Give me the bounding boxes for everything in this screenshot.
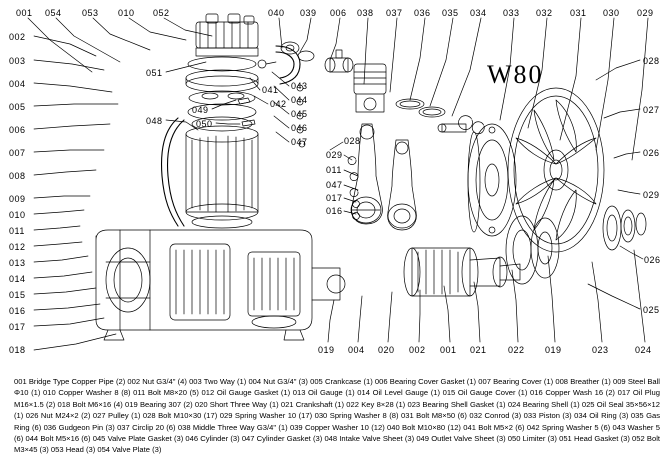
callout-right-5: 025 <box>643 305 660 315</box>
callout-inner-10: 047 <box>291 137 308 147</box>
callout-top-9: 037 <box>386 8 403 18</box>
callout-top-1: 054 <box>45 8 62 18</box>
callout-right-2: 026 <box>643 148 660 158</box>
callout-inner-1: 048 <box>146 116 163 126</box>
callout-inner-11: 028 <box>344 136 361 146</box>
callout-bottom-1: 004 <box>348 345 365 355</box>
callout-right-3: 029 <box>643 190 660 200</box>
callout-bottom-0: 019 <box>318 345 335 355</box>
callout-left-5: 007 <box>9 148 26 158</box>
callout-bottom-4: 001 <box>440 345 457 355</box>
callout-right-4: 026 <box>644 255 661 265</box>
callout-left-0: 002 <box>9 32 26 42</box>
callout-inner-14: 047 <box>326 180 343 190</box>
callout-top-0: 001 <box>16 8 33 18</box>
callout-right-1: 027 <box>643 105 660 115</box>
callout-right-0: 028 <box>643 56 660 66</box>
callout-left-4: 006 <box>9 125 26 135</box>
callout-inner-7: 044 <box>291 95 308 105</box>
callout-inner-6: 043 <box>291 81 308 91</box>
callout-inner-5: 042 <box>270 99 287 109</box>
callout-left-7: 009 <box>9 194 26 204</box>
callout-top-10: 036 <box>414 8 431 18</box>
callout-left-1: 003 <box>9 56 26 66</box>
callout-left-11: 013 <box>9 258 26 268</box>
callout-left-13: 015 <box>9 290 26 300</box>
callout-left-9: 011 <box>9 226 25 236</box>
callout-bottom-5: 021 <box>470 345 487 355</box>
callout-bottom-2: 020 <box>378 345 395 355</box>
callout-bottom-7: 019 <box>545 345 562 355</box>
callout-top-8: 038 <box>357 8 374 18</box>
callout-inner-13: 011 <box>326 165 342 175</box>
callout-top-17: 029 <box>637 8 654 18</box>
callout-inner-12: 029 <box>326 150 343 160</box>
callout-inner-15: 017 <box>326 193 343 203</box>
callout-top-11: 035 <box>442 8 459 18</box>
callout-left-6: 008 <box>9 171 26 181</box>
callout-left-10: 012 <box>9 242 26 252</box>
callout-inner-9: 046 <box>291 123 308 133</box>
callout-top-15: 031 <box>570 8 587 18</box>
callout-inner-3: 050 <box>196 119 213 129</box>
parts-list <box>14 376 660 456</box>
callout-left-3: 005 <box>9 102 26 112</box>
callout-top-3: 010 <box>118 8 135 18</box>
callout-top-16: 030 <box>603 8 620 18</box>
callout-left-8: 010 <box>9 210 26 220</box>
callout-top-7: 006 <box>330 8 347 18</box>
callout-bottom-3: 002 <box>409 345 426 355</box>
callout-top-6: 039 <box>300 8 317 18</box>
callout-top-13: 033 <box>503 8 520 18</box>
callout-top-2: 053 <box>82 8 99 18</box>
callout-bottom-9: 024 <box>635 345 652 355</box>
callout-bottom-8: 023 <box>592 345 609 355</box>
callout-top-12: 034 <box>470 8 487 18</box>
callout-inner-16: 016 <box>326 206 343 216</box>
parts-list-text: 001 Bridge Type Copper Pipe (2) 002 Nut G3/4" (4) 003 Two Way (1) 004 Nut G3/4" (3) 005 Crankcase (1) 006 Bearing Cover Gasket (1) 007 Bearing Cover (1) 008 Breather (1) 009 Steel Ball Φ10 (1) 010 Copper Washer 8 (8) 011 Bolt M8×20 (5) 012 Oil Gauge Gasket (1) 013 Oil Gauge (1) 014 Oil Level Gauge (1) 015 Oil Gauge Cover (1) 016 Copper Wash 16 (2) 017 Oil Plug M16×1.5 (2) 018 Bolt M6×16 (4) 019 Bearing 307 (2) 020 Short Three Way (1) 021 Crankshaft (1) 022 Key 8×28 (1) 023 Bearing Shell Gasket (1) 024 Bearing Shell (1) 025 Oil Seal 35×56×12 (1) 026 Nut M24×2 (2) 027 Pulley (1) 028 Bolt M10×30 (17) 029 Spring Washer 10 (17) 030 Spring Washer 8 (8) 031 Bolt M8×50 (6) 032 Conrod (3) 033 Piston (3) 034 Oil Ring (3) 035 Gas Ring (6) 036 Gudgeon Pin (3) 037 Circlip 20 (6) 038 Middle Three Way G3/4" (1) 039 Copper Washer 10 (12) 040 Bolt M10×80 (12) 041 Bolt M5×2 (6) 042 Spring Washer 5 (6) 043 Washer 5 (6) 044 Bolt M5×16 (6) 045 Valve Plate Gasket (3) 046 Cylinder (3) 047 Cylinder Gasket (3) 048 Intake Valve Sheet (3) 049 Outlet Valve Sheet (3) 050 Limiter (3) 051 Head Gasket (3) 052 Bolt M3×45 (3) 053 Head (3) 054 Valve Plate (3) <box>14 377 660 455</box>
callout-left-12: 014 <box>9 274 26 284</box>
callout-inner-8: 045 <box>291 109 308 119</box>
callout-inner-4: 041 <box>262 85 279 95</box>
callout-left-14: 016 <box>9 306 26 316</box>
callout-bottom-6: 022 <box>508 345 525 355</box>
callout-top-4: 052 <box>153 8 170 18</box>
callout-top-5: 040 <box>268 8 285 18</box>
callout-left-15: 017 <box>9 322 26 332</box>
callout-left-16: 018 <box>9 345 26 355</box>
callout-inner-2: 049 <box>192 105 209 115</box>
callout-left-2: 004 <box>9 79 26 89</box>
callout-top-14: 032 <box>536 8 553 18</box>
callout-inner-0: 051 <box>146 68 163 78</box>
model-title: W80 <box>487 60 544 89</box>
